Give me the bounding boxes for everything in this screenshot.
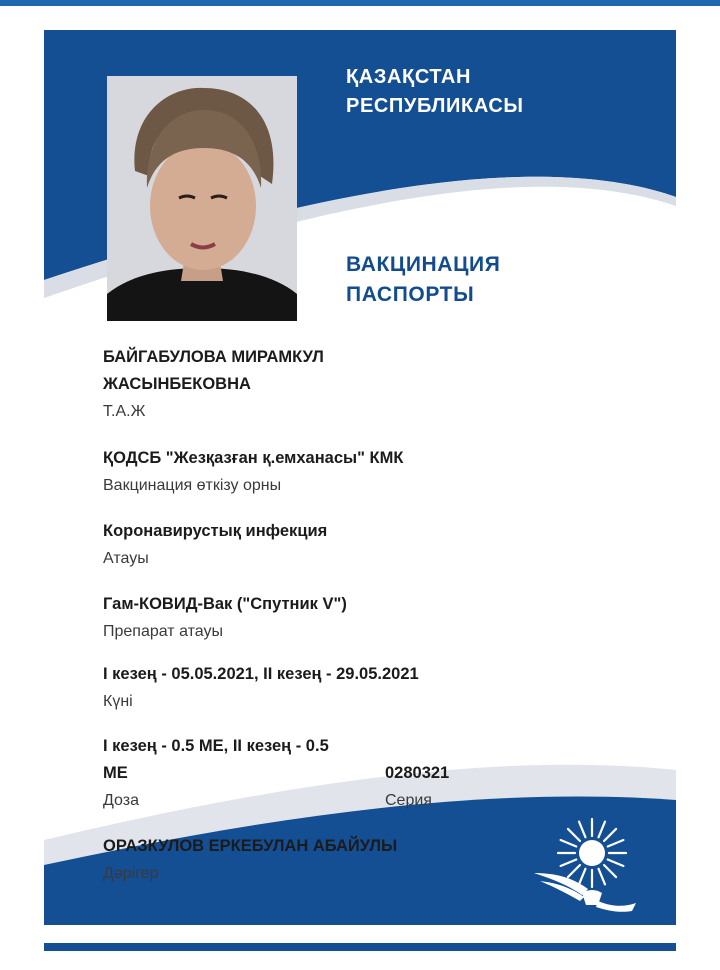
name-line-1: БАЙГАБУЛОВА МИРАМКУЛ	[103, 348, 324, 366]
place-value: ҚОДСБ "Жезқазған қ.емханасы" КМК	[103, 449, 404, 467]
country-line-1: ҚАЗАҚСТАН	[346, 66, 472, 88]
title-line-2: ПАСПОРТЫ	[346, 283, 475, 306]
doctor-label: Дәрігер	[103, 865, 159, 882]
field-date	[103, 661, 419, 716]
disease-label: Атауы	[103, 550, 149, 567]
field-vaccine	[103, 591, 347, 646]
series-label: Серия	[385, 792, 432, 809]
series-value: 0280321	[385, 764, 450, 782]
place-label: Вакцинация өткізу орны	[103, 477, 282, 494]
vaccine-label: Препарат атауы	[103, 623, 223, 640]
doctor-value: ОРАЗКУЛОВ ЕРКЕБУЛАН АБАЙУЛЫ	[103, 837, 398, 855]
field-series	[385, 760, 449, 815]
holder-photo	[107, 76, 297, 321]
date-value: I кезең - 05.05.2021, II кезең - 29.05.2021	[103, 665, 419, 683]
country-line-2: РЕСПУБЛИКАСЫ	[346, 95, 524, 117]
field-doctor	[103, 833, 397, 888]
dose-label: Доза	[103, 792, 139, 809]
name-label: Т.А.Ж	[103, 403, 146, 420]
kazakhstan-emblem-icon	[532, 815, 652, 915]
document-title	[346, 250, 500, 310]
name-line-2: ЖАСЫНБЕКОВНА	[103, 375, 251, 393]
dose-line-2: МЕ	[103, 764, 128, 782]
field-vaccination-place	[103, 445, 403, 500]
vaccine-value: Гам-КОВИД-Вак ("Спутник V")	[103, 595, 347, 613]
person-photo-icon	[107, 76, 297, 321]
field-name	[103, 344, 324, 426]
dose-line-1: I кезең - 0.5 МЕ, II кезең - 0.5	[103, 737, 329, 755]
vaccination-passport-card	[44, 30, 676, 925]
field-disease	[103, 518, 327, 573]
top-accent-bar	[0, 0, 720, 6]
date-label: Күні	[103, 693, 133, 710]
disease-value: Коронавирустық инфекция	[103, 522, 328, 540]
field-dose	[103, 733, 329, 815]
country-name	[346, 63, 524, 121]
title-line-1: ВАКЦИНАЦИЯ	[346, 253, 501, 276]
bottom-accent-bar	[44, 943, 676, 951]
